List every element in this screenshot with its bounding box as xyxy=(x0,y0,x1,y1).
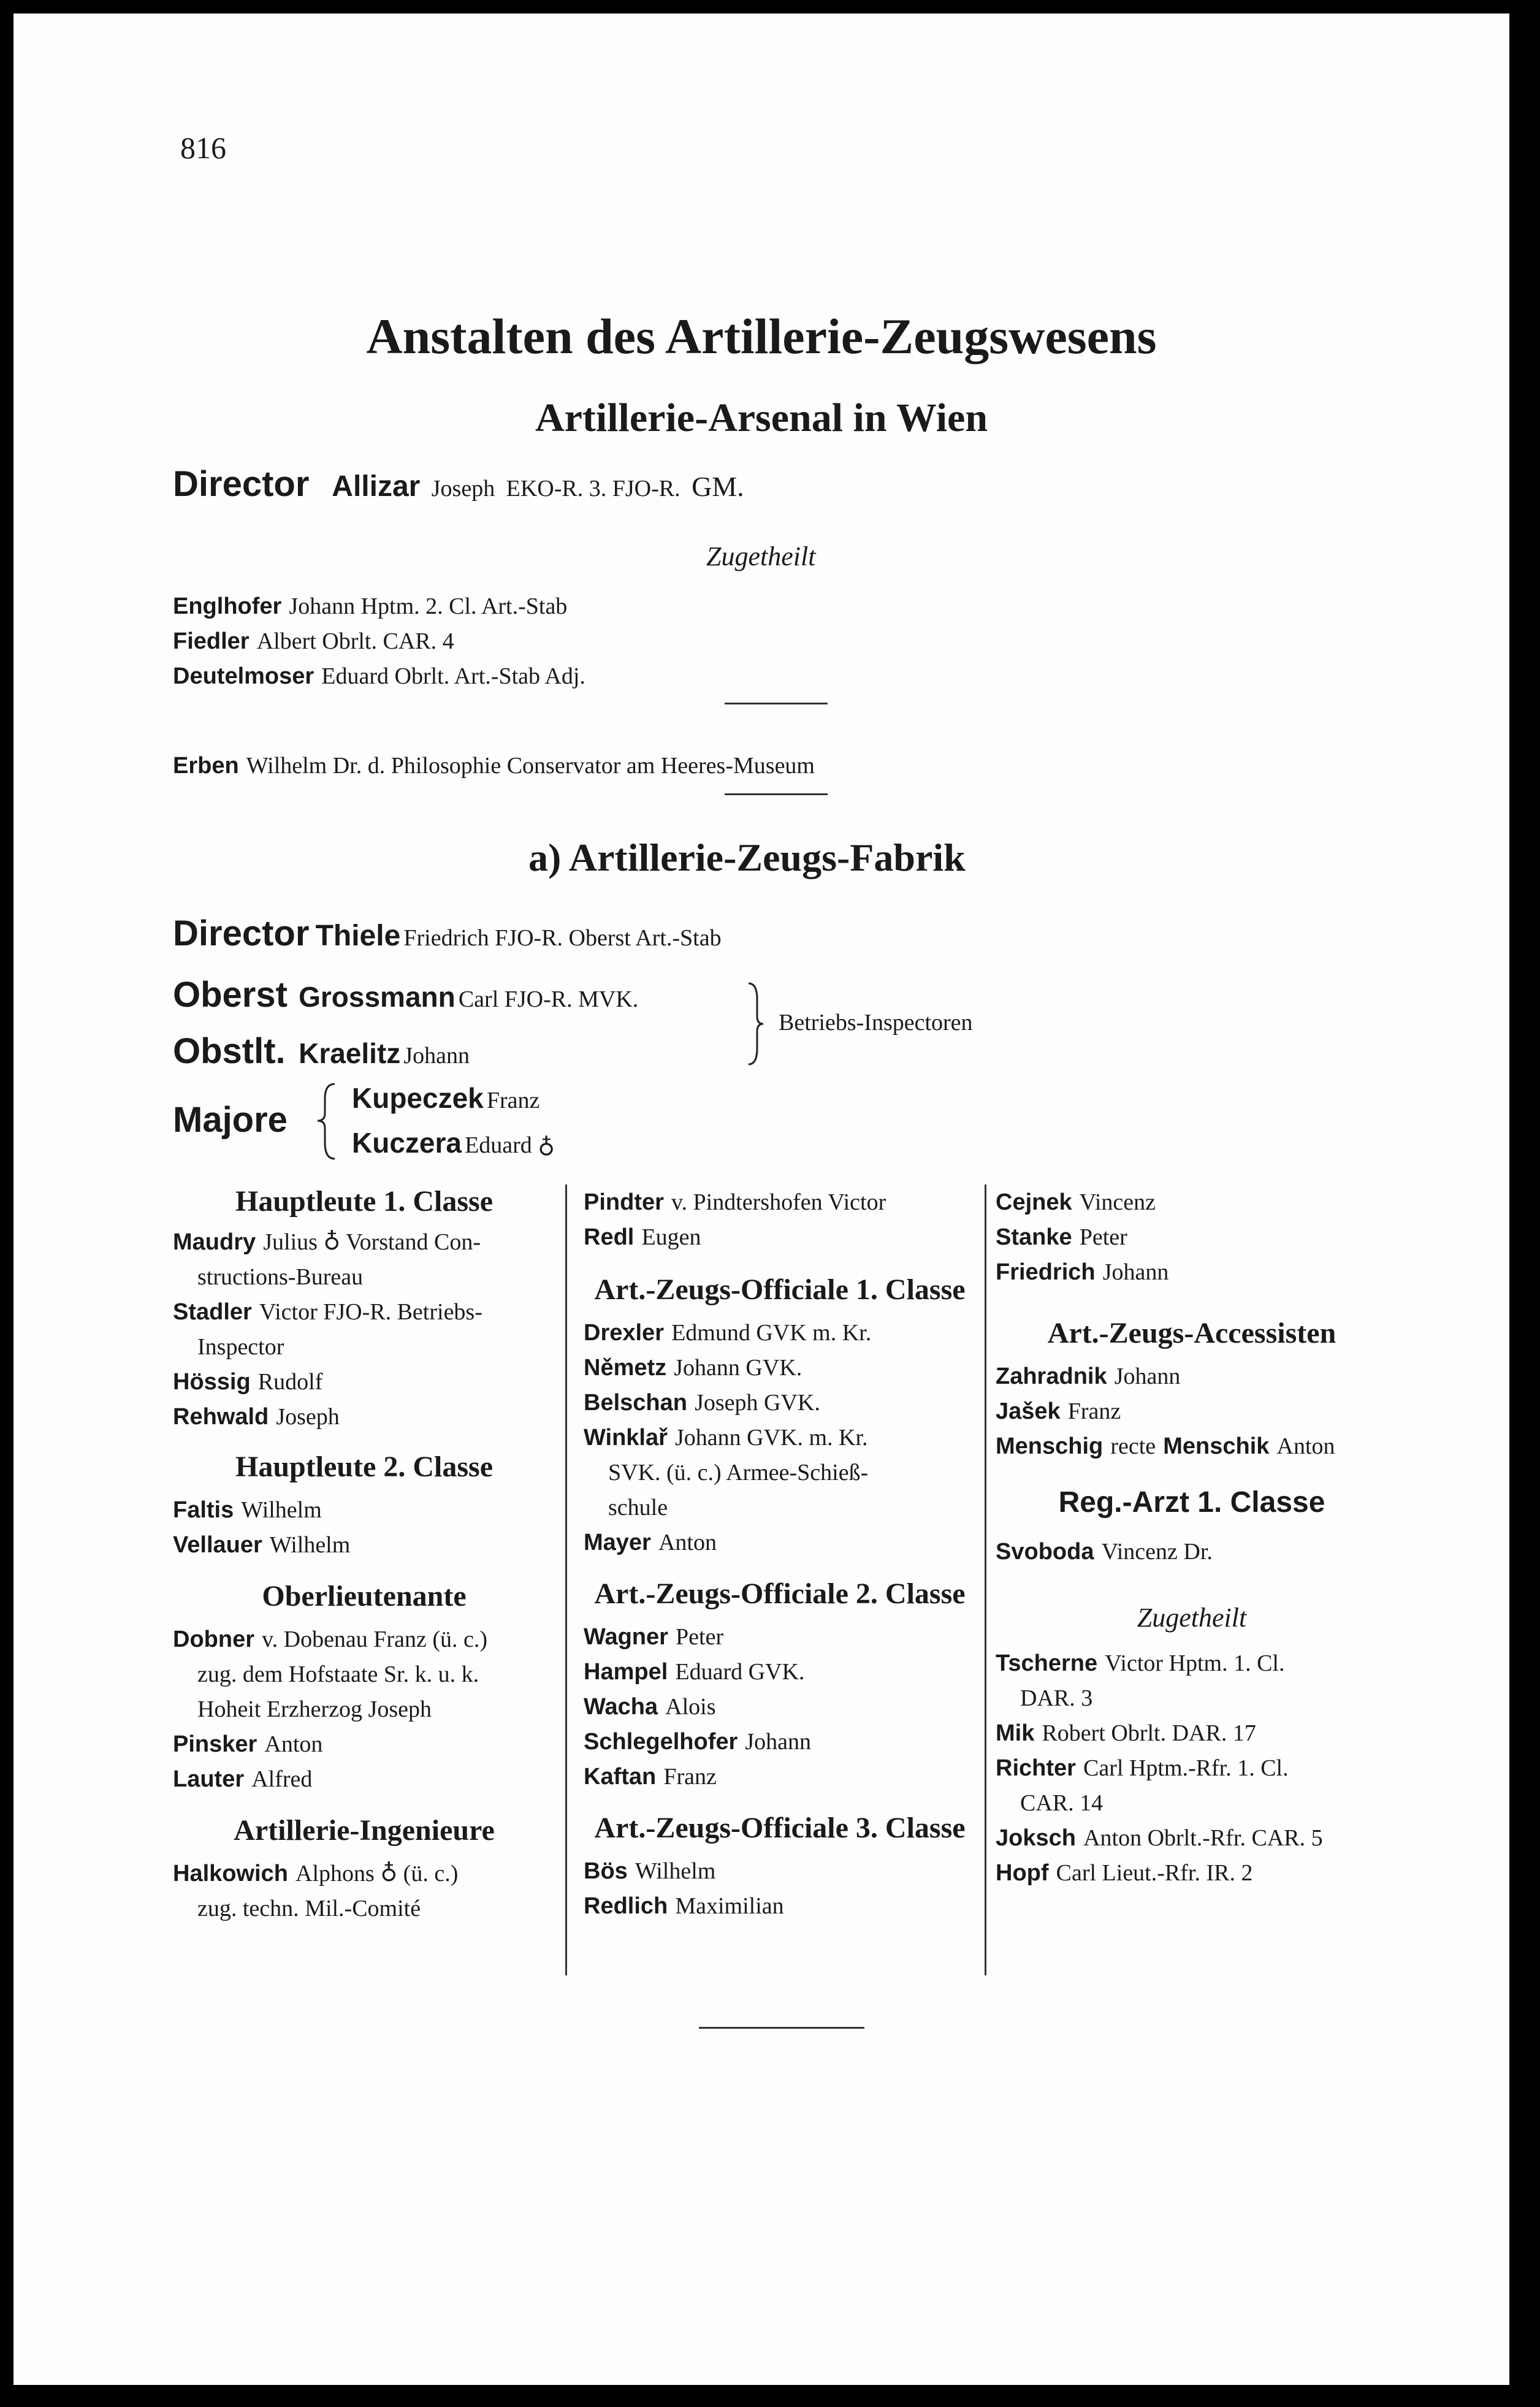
section-heading: Art.-Zeugs-Officiale 3. Classe xyxy=(594,1812,966,1844)
director-role: Director xyxy=(173,464,310,504)
divider xyxy=(725,793,828,795)
column-divider xyxy=(985,1184,986,1975)
arsenal-zugetheilt-list xyxy=(173,589,585,693)
list-item: Redl Eugen xyxy=(584,1224,701,1250)
end-divider xyxy=(699,2027,864,2029)
director-rank: GM. xyxy=(692,471,744,502)
list-item: Kupeczek Franz xyxy=(352,1082,540,1114)
list-item: Stadler Victor FJO-R. Betriebs- xyxy=(173,1299,482,1325)
list-item: Mik Robert Obrlt. DAR. 17 xyxy=(996,1720,1256,1746)
list-item: Lauter Alfred xyxy=(173,1766,313,1792)
fabrik-director-line: Director Thiele Friedrich FJO-R. Oberst Art.-Stab xyxy=(173,914,722,953)
list-item: Drexler Edmund GVK m. Kr. xyxy=(584,1320,872,1346)
list-item: Halkowich Alphons ♁ (ü. c.) xyxy=(173,1861,459,1886)
page-number: 816 xyxy=(180,131,226,165)
list-item: Mayer Anton xyxy=(584,1530,717,1555)
list-item: Friedrich Johann xyxy=(996,1259,1169,1285)
list-item: Pinsker Anton xyxy=(173,1731,323,1757)
list-item: Richter Carl Hptm.-Rfr. 1. Cl. xyxy=(996,1755,1289,1781)
section-heading: Reg.-Arzt 1. Classe xyxy=(1058,1486,1325,1519)
list-item: Zahradnik Johann xyxy=(996,1364,1181,1389)
section-heading: Art.-Zeugs-Accessisten xyxy=(1047,1317,1336,1349)
arsenal-director-line xyxy=(173,462,744,510)
list-item: Hampel Eduard GVK. xyxy=(584,1659,805,1685)
section-heading: Artillerie-Ingenieure xyxy=(234,1814,495,1847)
list-item: Kuczera Eduard ♁ xyxy=(352,1127,555,1159)
list-item: Dobner v. Dobenau Franz (ü. c.) xyxy=(173,1627,487,1652)
section-heading: Hauptleute 2. Classe xyxy=(235,1451,493,1483)
list-item: zug. dem Hofstaate Sr. k. u. k. xyxy=(197,1661,479,1687)
obstlt-line: Obstlt. Kraelitz Johann xyxy=(173,1031,470,1071)
section-heading: Zugetheilt xyxy=(1137,1603,1247,1633)
list-item: Belschan Joseph GVK. xyxy=(584,1390,820,1416)
arsenal-title: Artillerie-Arsenal in Wien xyxy=(535,395,988,440)
arsenal-zugetheilt-heading: Zugetheilt xyxy=(706,541,816,571)
fabrik-title: a) Artillerie-Zeugs-Fabrik xyxy=(528,836,966,879)
list-item: schule xyxy=(608,1495,668,1520)
list-item: Tscherne Victor Hptm. 1. Cl. xyxy=(996,1650,1285,1676)
list-item: SVK. (ü. c.) Armee-Schieß- xyxy=(608,1460,869,1486)
list-item: Vellauer Wilhelm xyxy=(173,1532,351,1558)
list-item: Deutelmoser Eduard Obrlt. Art.-Stab Adj. xyxy=(173,663,585,689)
list-item: Joksch Anton Obrlt.-Rfr. CAR. 5 xyxy=(996,1825,1323,1851)
director-details: EKO-R. 3. FJO-R. xyxy=(506,476,680,502)
list-item: Cejnek Vincenz xyxy=(996,1189,1156,1215)
column-3 xyxy=(996,1184,1388,1890)
list-item: Redlich Maximilian xyxy=(584,1893,784,1919)
list-item: Englhofer Johann Hptm. 2. Cl. Art.-Stab xyxy=(173,593,568,619)
oberst-line: Oberst Grossmann Carl FJO-R. MVK. xyxy=(173,975,639,1015)
list-item: Hoheit Erzherzog Joseph xyxy=(197,1696,432,1722)
list-item: Němetz Johann GVK. xyxy=(584,1355,802,1381)
list-item: Bös Wilhelm xyxy=(584,1858,716,1884)
list-item: Menschig recte Menschik Anton xyxy=(996,1433,1335,1459)
director-name: Allizar xyxy=(332,470,421,503)
column-divider xyxy=(565,1184,567,1975)
left-brace-icon xyxy=(314,1081,338,1161)
list-item: CAR. 14 xyxy=(1020,1790,1104,1816)
column-2 xyxy=(584,1184,976,1923)
page-title: Anstalten des Artillerie-Zeugswesens xyxy=(366,308,1157,364)
director-given: Joseph xyxy=(431,476,495,502)
section-heading: Oberlieutenante xyxy=(262,1580,467,1612)
list-item: Schlegelhofer Johann xyxy=(584,1729,812,1755)
section-heading: Art.-Zeugs-Officiale 2. Classe xyxy=(594,1577,966,1610)
list-item: Wagner Peter xyxy=(584,1624,724,1650)
list-item: Wacha Alois xyxy=(584,1694,716,1720)
list-item: Kaftan Franz xyxy=(584,1764,717,1790)
list-item: Winklař Johann GVK. m. Kr. xyxy=(584,1425,868,1451)
list-item: Jašek Franz xyxy=(996,1398,1121,1424)
document-page xyxy=(13,13,1509,2385)
list-item: Hopf Carl Lieut.-Rfr. IR. 2 xyxy=(996,1860,1253,1886)
list-item: Inspector xyxy=(197,1334,284,1360)
list-item: Hössig Rudolf xyxy=(173,1369,323,1395)
column-1 xyxy=(173,1184,555,1926)
divider xyxy=(725,703,828,704)
section-heading: Art.-Zeugs-Officiale 1. Classe xyxy=(594,1273,966,1306)
list-item: zug. techn. Mil.-Comité xyxy=(197,1896,421,1921)
list-item: structions-Bureau xyxy=(197,1264,364,1290)
majore-label: Majore xyxy=(173,1100,288,1140)
majore-list xyxy=(352,1079,555,1169)
inspectors-label: Betriebs-Inspectoren xyxy=(779,1010,973,1036)
list-item: Stanke Peter xyxy=(996,1224,1127,1250)
right-brace-icon xyxy=(746,981,764,1067)
list-item: DAR. 3 xyxy=(1020,1685,1093,1711)
list-item: Pindter v. Pindtershofen Victor xyxy=(584,1189,886,1215)
list-item: Svoboda Vincenz Dr. xyxy=(996,1539,1213,1565)
list-item: Maudry Julius ♁ Vorstand Con- xyxy=(173,1229,481,1255)
list-item: Rehwald Joseph xyxy=(173,1404,340,1430)
section-heading: Hauptleute 1. Classe xyxy=(235,1185,493,1218)
list-item: Faltis Wilhelm xyxy=(173,1497,322,1523)
erben-line: Erben Wilhelm Dr. d. Philosophie Conservator am Heeres-Museum xyxy=(173,753,815,779)
list-item: Fiedler Albert Obrlt. CAR. 4 xyxy=(173,628,454,654)
